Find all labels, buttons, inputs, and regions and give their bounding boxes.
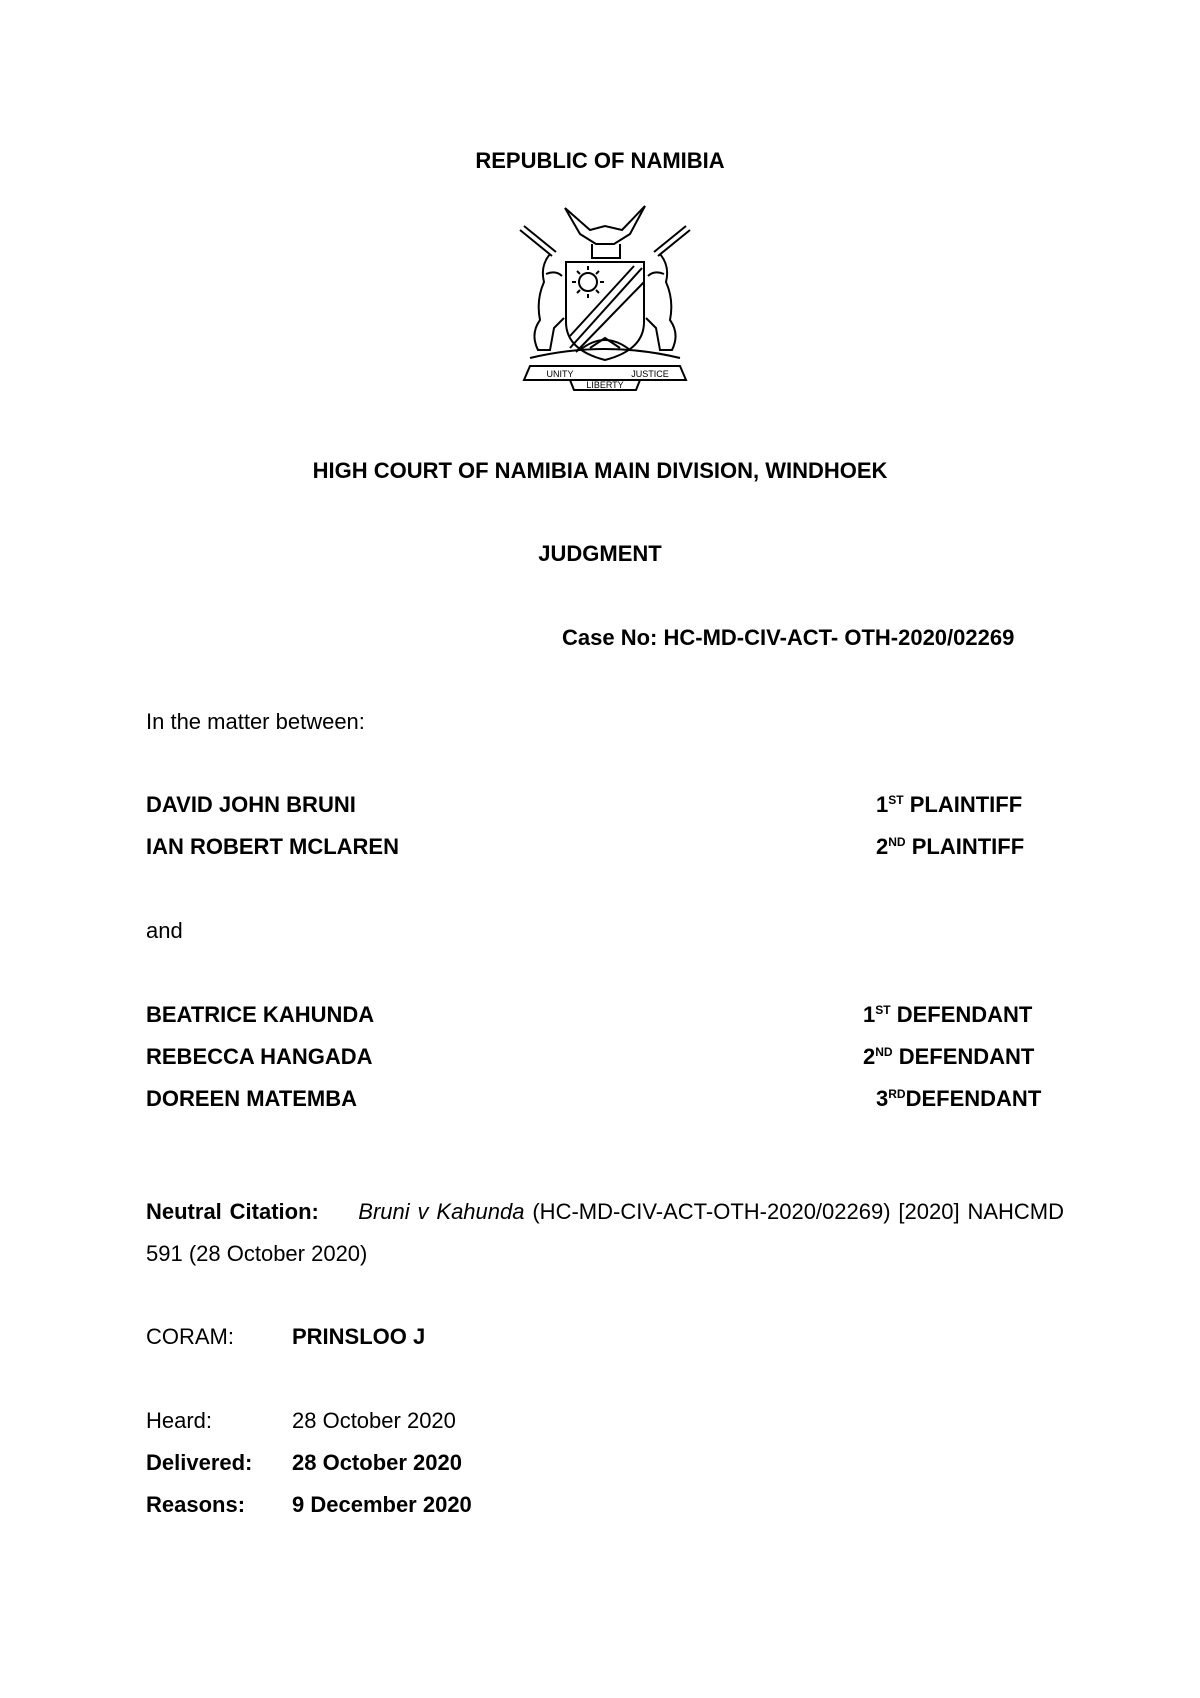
and-separator: and [146,918,183,943]
party-name: DOREEN MATEMBA [146,1086,358,1111]
party-name: DAVID JOHN BRUNI [146,792,356,817]
motto-bottom: LIBERTY [586,380,624,390]
court-heading: HIGH COURT OF NAMIBIA MAIN DIVISION, WINDHOEK [312,458,888,483]
neutral-citation [146,1191,1064,1275]
party-name: IAN ROBERT MCLAREN [146,834,399,859]
coram-judge: PRINSLOO J [292,1324,426,1349]
delivered-label: Delivered: [146,1450,253,1475]
coat-of-arms-emblem [510,200,700,392]
motto-left: UNITY [546,369,574,379]
reasons-date: 9 December 2020 [292,1492,472,1517]
heard-label: Heard: [146,1408,213,1433]
republic-heading: REPUBLIC OF NAMIBIA [475,148,725,173]
matter-intro: In the matter between: [146,709,365,734]
party-name: BEATRICE KAHUNDA [146,1002,375,1027]
party-role: 2ND PLAINTIFF [876,834,1025,859]
citation-reference: (HC-MD-CIV-ACT-OTH-2020/02269) [2020] NAHCMD 591 (28 October 2020) [146,1199,1065,1266]
citation-label: Neutral Citation: [146,1199,319,1224]
case-number: Case No: HC-MD-CIV-ACT- OTH-2020/02269 [562,625,1015,650]
coram-label: CORAM: [146,1324,234,1349]
delivered-date: 28 October 2020 [292,1450,462,1475]
party-name: REBECCA HANGADA [146,1044,373,1069]
heard-date: 28 October 2020 [292,1408,456,1433]
party-role: 2ND DEFENDANT [863,1044,1035,1069]
motto-right: JUSTICE [631,369,669,379]
citation-case-name: Bruni v Kahunda [358,1199,525,1224]
party-role: 3RDDEFENDANT [876,1086,1042,1111]
party-role: 1ST DEFENDANT [863,1002,1033,1027]
judgment-heading: JUDGMENT [538,541,662,566]
party-role: 1ST PLAINTIFF [876,792,1023,817]
reasons-label: Reasons: [146,1492,246,1517]
